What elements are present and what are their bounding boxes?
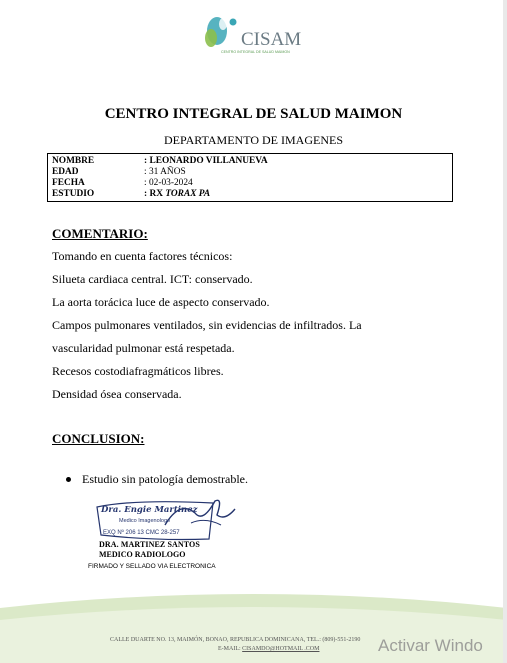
signature-note: FIRMADO Y SELLADO VIA ELECTRONICA (88, 563, 216, 570)
doctor-stamp (95, 495, 240, 543)
footer-address: CALLE DUARTE NO. 13, MAIMÓN, BONAO, REPUBLICA DOMINICANA, TEL.: (809)-551-2190 (110, 637, 361, 643)
comment-line: Silueta cardiaca central. ICT: conservado. (52, 272, 253, 286)
svg-text:Medico Imagenologo: Medico Imagenologo (119, 518, 171, 524)
svg-text:CENTRO INTEGRAL DE SALUD MAIMO: CENTRO INTEGRAL DE SALUD MAIMON (221, 50, 290, 54)
study-value: : RX TORAX PA (144, 189, 211, 199)
comment-line: Tomando en cuenta factores técnicos: (52, 249, 233, 263)
comment-heading: COMENTARIO: (52, 226, 148, 241)
window-edge (503, 0, 507, 663)
doctor-title: MEDICO RADIOLOGO (99, 550, 186, 559)
document-title: CENTRO INTEGRAL DE SALUD MAIMON (104, 106, 403, 122)
comment-line: vascularidad pulmonar está respetada. (52, 341, 235, 355)
date-label: FECHA (52, 178, 85, 188)
footer-email: E-MAIL: CISAMDO@HOTMAIL .COM (218, 646, 320, 652)
bullet-icon (66, 477, 71, 482)
document-page: CISAM CENTRO INTEGRAL DE SALUD MAIMON CENTRO INTEGRAL DE SALUD MAIMON DEPARTAMENTO DE IMAGENES NOMBRE : LEONARDO VILLANUEVA EDAD : 31 AÑOS FECHA : 02-03-2024 ESTUDIO : RX TORAX PA COMENTARIO: Tomando en cuenta factores técnicos: Silueta cardiaca central. ICT: conservado. La aorta torácica luce de aspecto conservado. Campos pulmonares ventilados, sin evidencias de infiltrados. La vascularidad pulmonar está respetada. Recesos costodiafragmáticos libres. Densidad ósea conservada. CONCLUSION: Estudio sin patología demostrable. Dra. Engie Martinez Medico Imagenologo EXQ Nº 206 13 CMC 28-257 DRA. MARTINEZ SANTOS MEDICO RADIOLOGO FIRMADO Y SELLADO VIA ELECTRONICA CALLE DUARTE NO. 13, MAIMÓN, BONAO, REPUBLICA DOMINICANA, TEL.: (809)-551-2190 E-MAIL: CISAMDO@HOTMAIL .COM Activar Windo (0, 0, 507, 663)
age-label: EDAD (52, 167, 79, 177)
email-link[interactable]: CISAMDO@HOTMAIL .COM (242, 646, 320, 652)
patient-info-box (47, 153, 453, 202)
comment-line: La aorta torácica luce de aspecto conservado. (52, 295, 270, 309)
date-value: : 02-03-2024 (144, 178, 193, 188)
svg-text:CISAM: CISAM (241, 29, 302, 50)
svg-text:EXQ Nº 206 13 CMC 28-257: EXQ Nº 206 13 CMC 28-257 (103, 530, 180, 536)
age-value: : 31 AÑOS (144, 167, 186, 177)
department-title: DEPARTAMENTO DE IMAGENES (164, 133, 343, 147)
cisam-logo (195, 12, 315, 58)
svg-text:Dra. Engie Martinez: Dra. Engie Martinez (101, 505, 198, 515)
name-value: : LEONARDO VILLANUEVA (144, 156, 268, 166)
comment-line: Recesos costodiafragmáticos libres. (52, 364, 224, 378)
comment-line: Densidad ósea conservada. (52, 387, 182, 401)
doctor-name: DRA. MARTINEZ SANTOS (99, 540, 200, 549)
conclusion-heading: CONCLUSION: (52, 431, 145, 446)
name-label: NOMBRE (52, 156, 95, 166)
comment-line: Campos pulmonares ventilados, sin evidencias de infiltrados. La (52, 318, 362, 332)
study-label: ESTUDIO (52, 189, 95, 199)
windows-activation-watermark: Activar Windo (378, 636, 483, 655)
